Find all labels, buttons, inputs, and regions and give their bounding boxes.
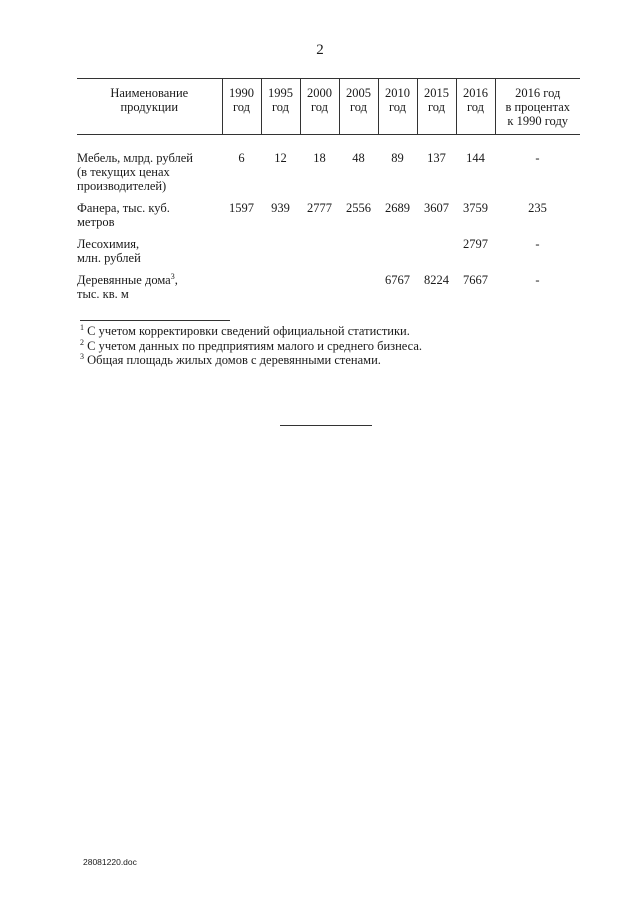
table-cell: 3607	[424, 201, 449, 215]
table-cell: 6	[238, 151, 245, 165]
row-name-line: млн. рублей	[77, 251, 141, 265]
table-cell: 939	[271, 201, 290, 215]
table-cell	[378, 237, 417, 273]
footnote-text: Общая площадь жилых домов с деревянными стенами.	[84, 353, 381, 367]
header-year	[378, 79, 417, 135]
table-header-row	[77, 79, 580, 135]
table-cell-percent: -	[535, 273, 540, 287]
header-year-value: 2000	[307, 86, 332, 100]
header-percent-line: к 1990 году	[507, 114, 569, 128]
table-cell	[222, 273, 261, 309]
footnotes	[80, 324, 422, 368]
row-product-name	[77, 201, 222, 237]
row-name-line: тыс. кв. м	[77, 287, 129, 301]
header-year-unit: год	[427, 100, 446, 114]
header-percent-line: 2016 год	[515, 86, 561, 100]
table-cell: 8224	[424, 273, 449, 287]
table-cell	[222, 237, 261, 273]
table-cell-percent: -	[535, 237, 540, 251]
header-year	[222, 79, 261, 135]
header-year-unit: год	[310, 100, 329, 114]
header-year	[456, 79, 495, 135]
header-year-value: 2010	[385, 86, 410, 100]
table-cell: 144	[466, 151, 485, 165]
row-product-name	[77, 237, 222, 273]
table-cell: 12	[274, 151, 287, 165]
row-name-line: производителей)	[77, 179, 167, 193]
footnote-mark: 3	[80, 351, 84, 361]
header-percent-line: в процентах	[505, 100, 571, 114]
row-name-line: Деревянные дома	[77, 273, 171, 287]
table-cell-percent: 235	[528, 201, 547, 215]
header-year	[417, 79, 456, 135]
row-name-line: Фанера, тыс. куб.	[77, 201, 170, 215]
footnote-divider	[80, 320, 230, 321]
table-cell	[417, 237, 456, 273]
table-cell: 137	[427, 151, 446, 165]
table-cell: 2797	[463, 237, 488, 251]
table-cell: 48	[352, 151, 365, 165]
table-cell	[261, 237, 300, 273]
footnote-text: С учетом данных по предприятиям малого и среднего бизнеса.	[84, 338, 422, 353]
row-name-suffix: ,	[174, 273, 178, 287]
footnote-ref: 3	[170, 271, 175, 281]
row-name-line: метров	[77, 215, 115, 229]
header-year	[339, 79, 378, 135]
header-year-value: 2005	[346, 86, 371, 100]
footnote	[80, 339, 422, 354]
table-cell: 3759	[463, 201, 488, 215]
row-name-line: Лесохимия,	[77, 237, 140, 251]
end-divider	[280, 425, 372, 426]
header-year-unit: год	[349, 100, 368, 114]
table-cell	[300, 273, 339, 309]
table-row	[77, 151, 580, 201]
header-year-unit: год	[466, 100, 485, 114]
header-name-line: Наименование	[110, 86, 189, 100]
table-cell: 6767	[385, 273, 410, 287]
row-product-name	[77, 273, 222, 309]
table-cell	[339, 273, 378, 309]
table-cell: 1597	[229, 201, 254, 215]
header-product-name	[77, 79, 222, 135]
row-name-line: (в текущих ценах	[77, 165, 170, 179]
header-year-value: 2015	[424, 86, 449, 100]
table-cell	[339, 237, 378, 273]
header-year-value: 2016	[463, 86, 488, 100]
table-cell: 18	[313, 151, 326, 165]
document-filename: 28081220.doc	[83, 857, 137, 867]
table-cell	[261, 273, 300, 309]
header-year-value: 1990	[229, 86, 254, 100]
table-cell: 89	[391, 151, 404, 165]
page-number: 2	[316, 42, 324, 58]
row-name-line: Мебель, млрд. рублей	[77, 151, 193, 165]
table-row	[77, 237, 580, 273]
header-year-unit: год	[388, 100, 407, 114]
header-year-unit: год	[271, 100, 290, 114]
table-cell: 2689	[385, 201, 410, 215]
table-cell: 2777	[307, 201, 332, 215]
footnote	[80, 353, 422, 368]
footnote-mark: 2	[80, 337, 84, 347]
table-cell	[300, 237, 339, 273]
production-table	[77, 78, 580, 309]
footnote	[80, 324, 422, 339]
header-name-line: продукции	[120, 100, 179, 114]
header-year	[261, 79, 300, 135]
footnote-mark: 1	[80, 322, 84, 332]
table-spacer	[77, 135, 580, 152]
table-row	[77, 273, 580, 309]
table-cell: 7667	[463, 273, 488, 287]
header-year-value: 1995	[268, 86, 293, 100]
header-year-unit: год	[232, 100, 251, 114]
header-year	[300, 79, 339, 135]
table-cell: 2556	[346, 201, 371, 215]
footnote-text: С учетом корректировки сведений официальной статистики.	[84, 324, 410, 338]
table-cell-percent: -	[535, 151, 540, 165]
table-row	[77, 201, 580, 237]
row-product-name	[77, 151, 222, 201]
header-percent	[495, 79, 580, 135]
